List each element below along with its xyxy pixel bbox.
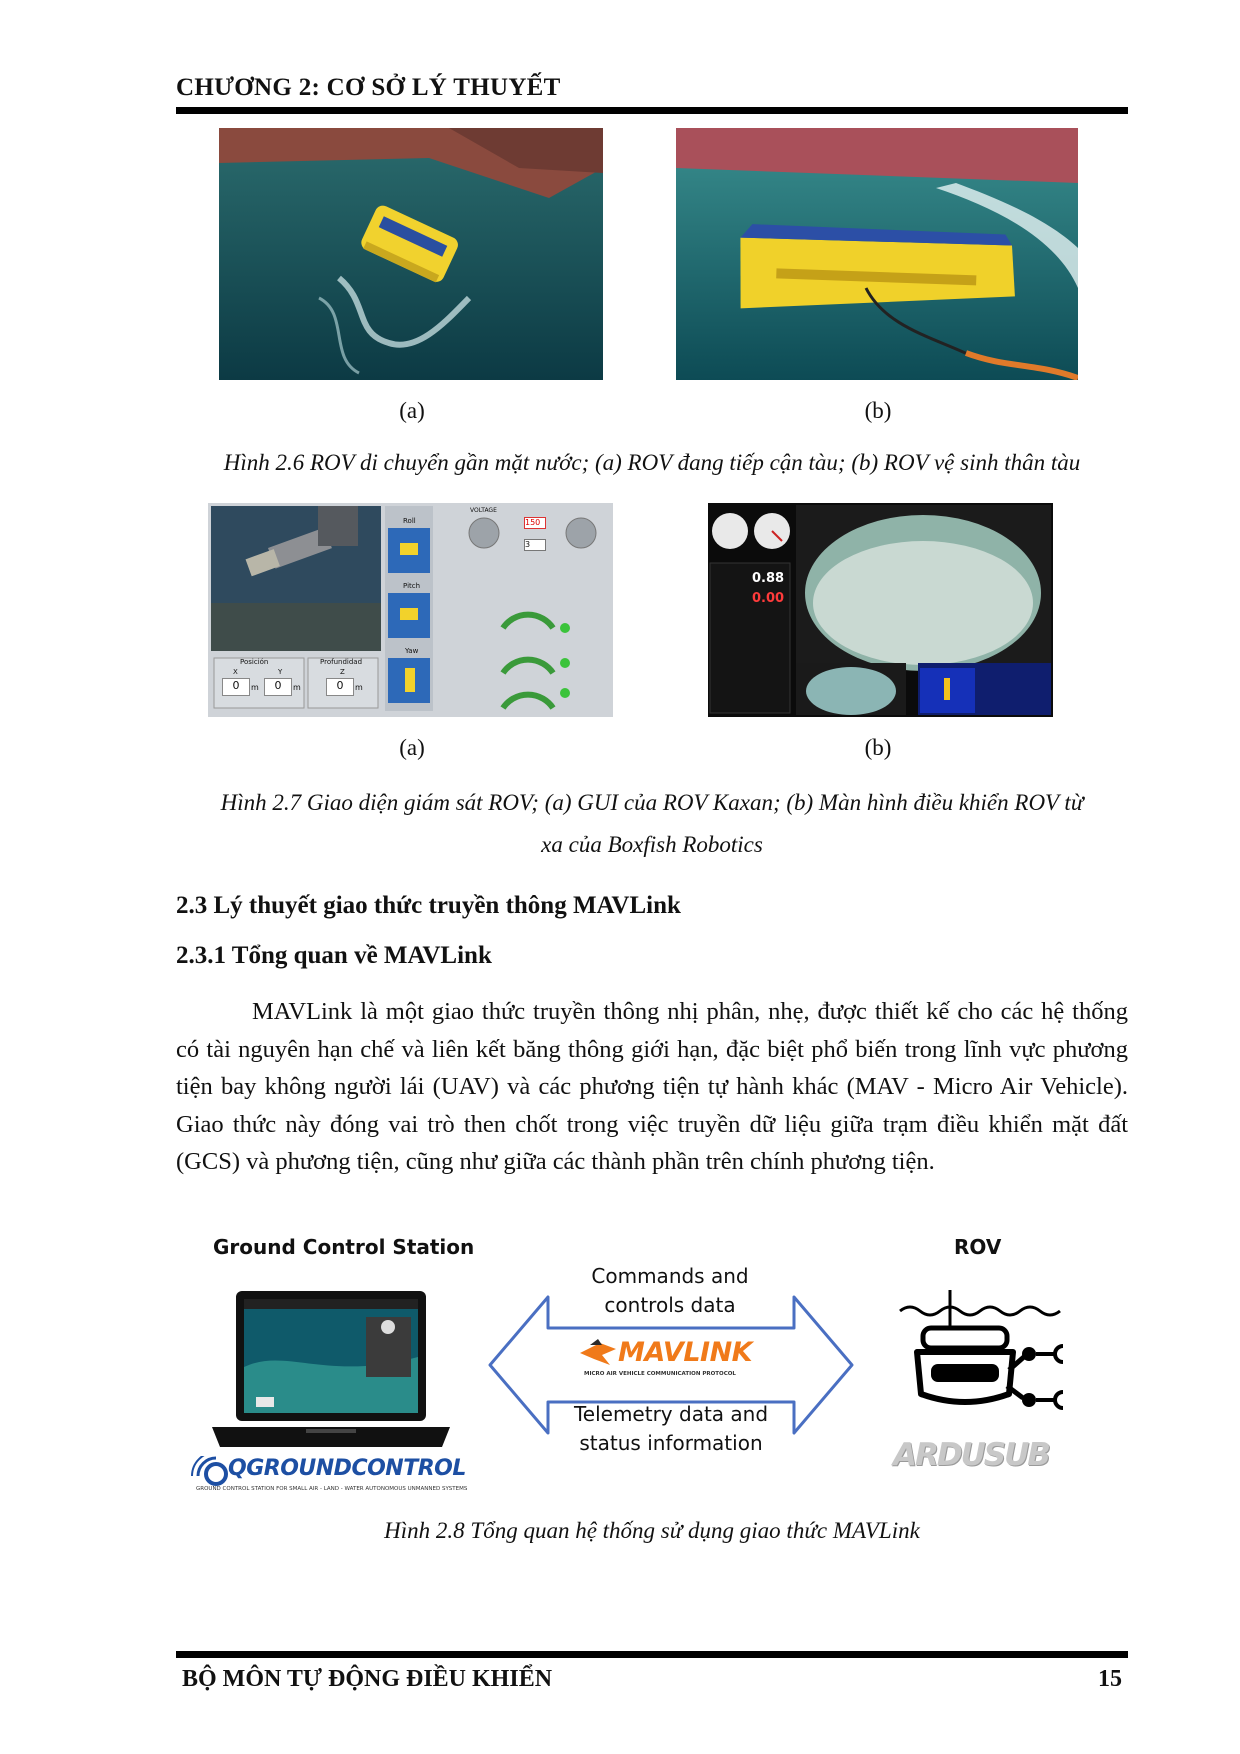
kaxan-posicion-label: Posición <box>240 658 269 666</box>
qgroundcontrol-logo <box>190 1454 490 1498</box>
kaxan-x-value: 0 <box>222 678 250 696</box>
footer-rule <box>176 1651 1128 1658</box>
mavlink-logo-subtext: MICRO AIR VEHICLE COMMUNICATION PROTOCOL <box>584 1371 736 1377</box>
boxfish-readout-2: 0.00 <box>752 591 785 606</box>
qgroundcontrol-logo-subtext: GROUND CONTROL STATION FOR SMALL AIR - LAND - WATER AUTONOMOUS UNMANNED SYSTEMS <box>196 1486 468 1492</box>
commands-text-line-2: controls data <box>604 1293 736 1317</box>
kaxan-voltage-label: VOLTAGE <box>470 507 497 514</box>
commands-text-line-1: Commands and <box>591 1264 749 1288</box>
footer-department: BỘ MÔN TỰ ĐỘNG ĐIỀU KHIỂN <box>182 1666 553 1692</box>
kaxan-roll-label: Roll <box>403 517 416 525</box>
qgroundcontrol-logo-text: QGROUNDCONTROL <box>228 1456 466 1481</box>
chapter-title: CHƯƠNG 2: CƠ SỞ LÝ THUYẾT <box>176 74 561 101</box>
figure-2-7-caption-line-1: Hình 2.7 Giao diện giám sát ROV; (a) GUI của ROV Kaxan; (b) Màn hình điều khiển ROV từ <box>220 790 1084 815</box>
figure-2-6b-label: (b) <box>864 398 892 423</box>
mavlink-logo <box>576 1337 776 1381</box>
kaxan-yaw-label: Yaw <box>405 647 419 655</box>
kaxan-y-unit: m <box>293 683 301 692</box>
figure-2-6-caption: Hình 2.6 ROV di chuyển gần mặt nước; (a) ROV đang tiếp cận tàu; (b) ROV vệ sinh thân tàu <box>223 450 1081 475</box>
kaxan-z-value: 0 <box>326 678 354 696</box>
figure-2-7b-label: (b) <box>864 735 892 760</box>
kaxan-y-label: Y <box>278 668 283 676</box>
kaxan-y-value: 0 <box>264 678 292 696</box>
figure-2-8-caption: Hình 2.8 Tổng quan hệ thống sử dụng giao thức MAVLink <box>384 1518 920 1543</box>
mavlink-overview-paragraph: MAVLink là một giao thức truyền thông nhị phân, nhẹ, được thiết kế cho các hệ thống có tài nguyên hạn chế và liên kết băng thông giới hạn, đặc biệt phổ biến trong lĩnh vực phương tiện bay không người lái (UAV) và các phương tiện tự hành khác (MAV - Micro Air Vehicle). Giao thức này đóng vai trò then chốt trong việc truyền dữ liệu giữa trạm điều khiển mặt đất (GCS) và phương tiện, cũng như giữa các thành phần trên chính phương tiện. <box>176 998 1128 1176</box>
gcs-label: Ground Control Station <box>213 1235 475 1259</box>
boxfish-readout-1: 0.88 <box>752 571 785 586</box>
kaxan-z-unit: m <box>355 683 363 692</box>
kaxan-z-label: Z <box>340 668 345 676</box>
figure-2-7a-kaxan-gui <box>208 503 613 717</box>
kaxan-x-label: X <box>233 668 238 676</box>
figure-2-6b-rov-cleaning-photo <box>676 128 1078 380</box>
ardusub-logo: ARDUSUB <box>893 1437 1049 1473</box>
figure-2-7b-boxfish-control-screen <box>708 503 1053 717</box>
telemetry-text-line-2: status information <box>579 1431 763 1455</box>
section-heading-2-3: 2.3 Lý thuyết giao thức truyền thông MAVLink <box>176 892 681 919</box>
section-heading-2-3-1: 2.3.1 Tổng quan về MAVLink <box>176 942 492 969</box>
kaxan-x-unit: m <box>251 683 259 692</box>
figure-2-6a-rov-approach-photo <box>219 128 603 380</box>
rov-icon <box>895 1286 1070 1426</box>
header-rule <box>176 107 1128 114</box>
rov-label: ROV <box>954 1235 1002 1259</box>
page-number: 15 <box>1098 1666 1122 1692</box>
kaxan-value-3: 3 <box>524 539 546 551</box>
kaxan-value-150: 150 <box>524 517 546 529</box>
figure-2-6a-label: (a) <box>399 398 425 423</box>
laptop-icon <box>206 1287 456 1449</box>
kaxan-profundidad-label: Profundidad <box>320 658 363 666</box>
telemetry-text-line-1: Telemetry data and <box>573 1402 769 1426</box>
kaxan-pitch-label: Pitch <box>403 582 421 590</box>
figure-2-7a-label: (a) <box>399 735 425 760</box>
figure-2-7-caption-line-2: xa của Boxfish Robotics <box>541 832 763 857</box>
mavlink-logo-text: MAVLINK <box>618 1337 753 1368</box>
